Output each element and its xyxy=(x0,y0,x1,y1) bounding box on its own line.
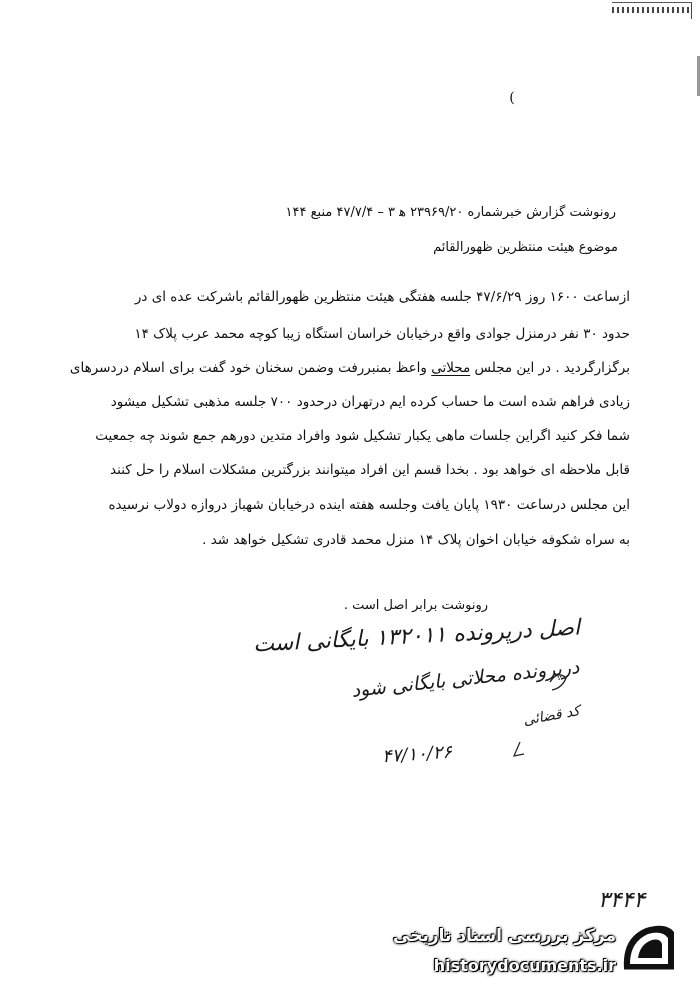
body-line-5: شما فکر کنید اگراین جلسات ماهی یکبار تشکیل شود وافراد متدین دورهم جمع شوند چه جمعیت xyxy=(95,428,630,444)
scan-corner-mark xyxy=(612,2,692,19)
handwritten-date: ۴۷/۱۰/۲۶ xyxy=(381,741,453,768)
certified-copy-note: رونوشت برابر اصل است . xyxy=(343,598,488,613)
page-mark: ( xyxy=(509,90,515,106)
handwritten-initials: کد قضائی xyxy=(521,703,581,729)
body-line-7: این مجلس درساعت ۱۹۳۰ پایان یافت وجلسه هفته اینده درخیابان شهباز دروازه دولاب نرسیده xyxy=(108,497,630,513)
watermark-title: مرکز بررسی اسناد تاریخی xyxy=(393,926,616,946)
report-subject: موضوع هیئت منتظرین ظهورالقائم xyxy=(433,240,618,255)
underlined-name: محلاتی xyxy=(431,360,471,376)
archive-logo-icon xyxy=(616,918,680,982)
body-line-2: حدود ۳۰ نفر درمنزل جوادی واقع درخیابان خراسان استگاه زیبا کوچه محمد عرب پلاک ۱۴ xyxy=(134,326,630,342)
watermark-url: historydocuments.ir xyxy=(433,956,616,975)
body-line-8: به سراه شکوفه خیابان اخوان پلاک ۱۴ منزل محمد قادری تشکیل خواهد شد . xyxy=(202,532,630,548)
body-line-3 xyxy=(70,360,630,376)
handwritten-note-archive: اصل درپرونده ۱۳۲۰۱۱ بایگانی است xyxy=(252,615,581,658)
handwritten-note-file: درپرونده محلاتی بایگانی شود xyxy=(350,656,581,702)
body-line-3-start: برگزارگردید . در این مجلس xyxy=(474,360,630,376)
handwritten-page-number: ۳۴۴۴ xyxy=(598,888,646,913)
body-line-3-end: واعظ بمنبررفت وضمن سخنان خود گفت برای اسلام دردسرهای xyxy=(69,360,427,376)
report-reference: رونوشت گزارش خبرشماره ۲۳۹۶۹/۲۰ ه‍ ۳ – ۴۷/۷/۴ منبع ۱۴۴ xyxy=(285,205,616,220)
body-line-1: ازساعت ۱۶۰۰ روز ۴۷/۶/۲۹ جلسه هفتگی هیئت منتظرین ظهورالقائم باشرکت عده ای در xyxy=(134,289,630,305)
body-line-6: قابل ملاحظه ای خواهد بود . بخدا قسم این افراد میتوانند بزرگترین مشکلات اسلام را حل کنند xyxy=(110,462,630,478)
body-line-4: زیادی فراهم شده است ما حساب کرده ایم درتهران درحدود ۷۰۰ جلسه مذهبی تشکیل میشود xyxy=(110,394,630,410)
